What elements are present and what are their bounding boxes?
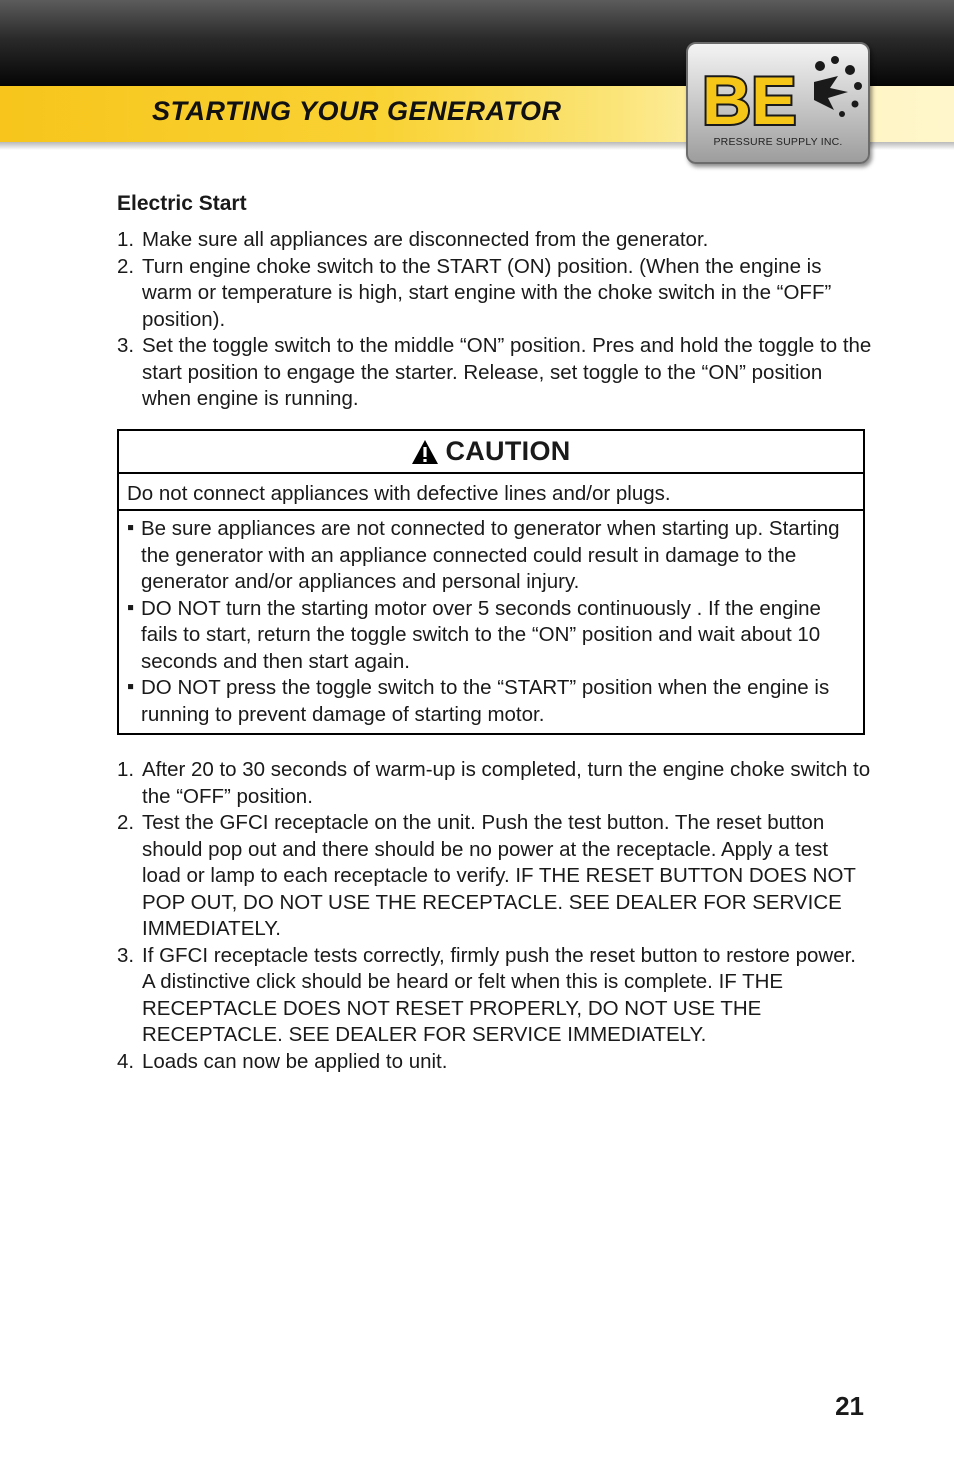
bullet-text: Be sure appliances are not connected to generator when starting up. Starting the generator with an appliance connected could result in damage to the generator and/or appliances and personal injury. [141, 517, 840, 593]
caution-box [117, 429, 865, 735]
electric-start-steps [117, 227, 872, 413]
list-item [117, 943, 872, 1049]
step-number: 3. [117, 334, 135, 357]
step-text: After 20 to 30 seconds of warm-up is completed, turn the engine choke switch to the “OFF” position. [142, 758, 871, 808]
brand-logo [686, 42, 870, 164]
step-number: 3. [117, 943, 135, 967]
list-item [127, 596, 855, 676]
bullet-icon: ▪ [127, 675, 135, 698]
step-number: 2. [117, 254, 135, 278]
after-start-steps [117, 757, 872, 1075]
page-title: STARTING YOUR GENERATOR [152, 96, 562, 126]
logo-letters: BE [702, 63, 797, 139]
list-item [117, 810, 872, 943]
step-text: Loads can now be applied to unit. [142, 1049, 448, 1073]
logo-tagline: PRESSURE SUPPLY INC. [713, 136, 843, 148]
step-text: Turn engine choke switch to the START (ON) position. (When the engine is warm or temperature is high, start engine with the choke switch in the “OFF” position). [142, 254, 832, 331]
step-number: 4. [117, 1049, 135, 1073]
list-item [127, 675, 855, 728]
caution-bullets [119, 511, 863, 733]
caution-header [119, 431, 863, 474]
list-item [127, 516, 855, 596]
caution-note: Do not connect appliances with defective lines and/or plugs. [119, 474, 863, 511]
bullet-icon: ▪ [127, 595, 135, 619]
warning-triangle-icon [411, 439, 439, 465]
electric-start-heading: Electric Start [117, 192, 247, 215]
list-item [117, 1049, 872, 1076]
list-item [117, 254, 872, 334]
step-text: Make sure all appliances are disconnected from the generator. [142, 228, 709, 251]
step-text: Set the toggle switch to the middle “ON” position. Pres and hold the toggle to the start position to engage the starter. Release, set toggle to the “ON” position when engine is running. [142, 334, 872, 410]
caution-title: CAUTION [445, 436, 571, 466]
page-number: 21 [835, 1391, 864, 1421]
list-item [117, 333, 872, 413]
list-item [117, 757, 872, 810]
step-text: Test the GFCI receptacle on the unit. Push the test button. The reset button should pop out and there should be no power at the receptacle. Apply a test load or lamp to each receptacle to verify. IF THE RESET BUTTON DOES NOT POP OUT, DO NOT USE THE RECEPTACLE. SEE DEALER FOR SERVICE IMMEDIATELY. [142, 811, 856, 940]
bullet-icon: ▪ [127, 516, 135, 539]
splash-icon [808, 52, 866, 130]
list-item [117, 227, 872, 254]
bullet-text: DO NOT press the toggle switch to the “START” position when the engine is running to prevent damage of starting motor. [141, 676, 830, 726]
step-number: 1. [117, 228, 135, 251]
step-number: 2. [117, 811, 135, 834]
step-number: 1. [117, 758, 135, 781]
step-text: If GFCI receptacle tests correctly, firmly push the reset button to restore power. A distinctive click should be heard or felt when this is complete. IF THE RECEPTACLE DOES NOT RESET PROPERLY, DO NOT USE THE RECEPTACLE. SEE DEALER FOR SERVICE IMMEDIATELY. [142, 943, 856, 1046]
bullet-text: DO NOT turn the starting motor over 5 seconds continuously . If the engine fails to start, return the toggle switch to the “ON” position and wait about 10 seconds and then start again. [141, 596, 821, 673]
